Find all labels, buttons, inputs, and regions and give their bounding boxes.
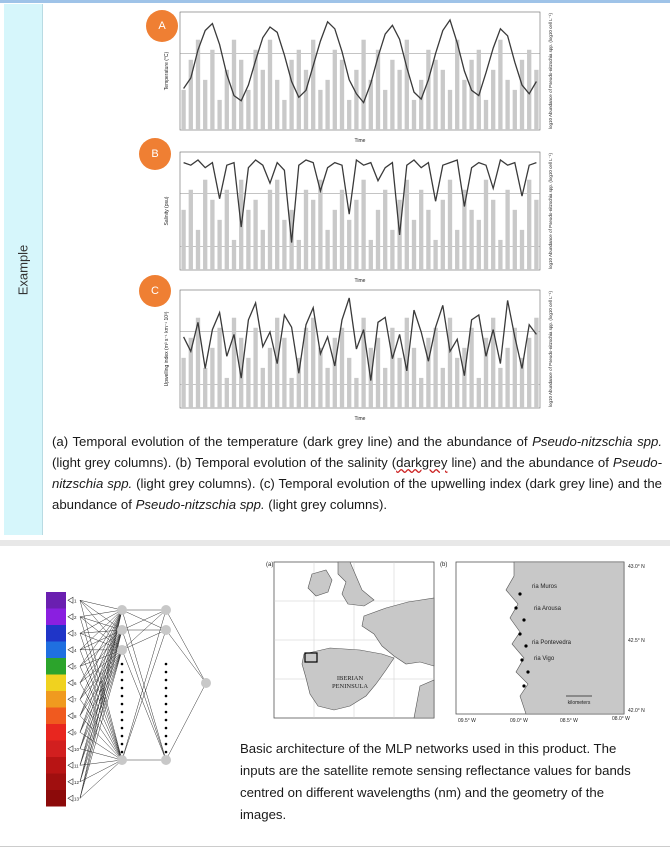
band-label: 1 xyxy=(74,598,77,603)
input-arrow-icon xyxy=(68,729,73,735)
abundance-bar xyxy=(268,40,272,130)
abundance-bar xyxy=(196,230,200,270)
abundance-bar xyxy=(297,50,301,130)
caption-part: line) and the abundance of xyxy=(447,455,612,470)
abundance-bar xyxy=(527,180,531,270)
abundance-bar xyxy=(369,240,373,270)
abundance-bar xyxy=(405,40,409,130)
ellipsis-dot xyxy=(165,735,168,738)
abundance-bar xyxy=(282,220,286,270)
abundance-bar xyxy=(419,378,423,408)
wavelength-band xyxy=(46,691,66,708)
abundance-bar xyxy=(340,190,344,270)
band-label: 10 xyxy=(74,747,80,752)
place-pontevedra: ria Pontevedra xyxy=(532,640,572,646)
abundance-bar xyxy=(448,180,452,270)
ellipsis-dot xyxy=(121,751,124,754)
maps-svg xyxy=(234,546,664,726)
abundance-bar xyxy=(484,180,488,270)
example-section xyxy=(4,4,666,535)
abundance-bar xyxy=(189,190,193,270)
input-arrow-icon xyxy=(68,746,73,752)
mlp-network-svg xyxy=(4,546,230,846)
abundance-bar xyxy=(520,60,524,130)
abundance-bar xyxy=(361,180,365,270)
y-axis-label-left: Temperature (°C) xyxy=(164,51,170,90)
ellipsis-dot xyxy=(165,727,168,730)
abundance-bar xyxy=(513,210,517,270)
abundance-bar xyxy=(311,40,315,130)
y-axis-label-right: log10 Abundance of Pseudo-nitzschia spp. (log10 cell L⁻¹) xyxy=(548,153,553,269)
ellipsis-dot xyxy=(121,735,124,738)
abundance-bar xyxy=(282,100,286,130)
ellipsis-dot xyxy=(165,687,168,690)
input-arrow-icon xyxy=(68,696,73,702)
abundance-bar xyxy=(405,180,409,270)
abundance-bar xyxy=(361,40,365,130)
band-label: 12 xyxy=(74,780,80,785)
time-series-figure xyxy=(48,4,666,426)
place-muros: ria Muros xyxy=(532,584,557,590)
abundance-bar xyxy=(397,70,401,130)
output-neuron xyxy=(201,678,211,688)
abundance-bar xyxy=(498,368,502,408)
hidden-neuron-2 xyxy=(161,755,171,765)
abundance-bar xyxy=(477,378,481,408)
abundance-bar xyxy=(441,200,445,270)
ellipsis-dot xyxy=(165,671,168,674)
band-label: 9 xyxy=(74,730,77,735)
ellipsis-dot xyxy=(165,719,168,722)
wavelength-band xyxy=(46,625,66,642)
ellipsis-dot xyxy=(121,695,124,698)
abundance-bar xyxy=(325,368,329,408)
peninsula-label-1: IBERIAN xyxy=(337,675,364,682)
lat-label-2: 42.5° N xyxy=(628,638,645,644)
abundance-bar xyxy=(311,200,315,270)
ellipsis-dot xyxy=(165,743,168,746)
bottom-border xyxy=(0,846,670,847)
panel-c xyxy=(164,290,553,422)
hidden-neuron-1 xyxy=(117,755,127,765)
map-a-label: (a) xyxy=(266,562,273,568)
abundance-bar xyxy=(390,328,394,408)
abundance-bar xyxy=(297,240,301,270)
abundance-bar xyxy=(239,60,243,130)
abundance-bar xyxy=(469,210,473,270)
abundance-bar xyxy=(318,348,322,408)
network-connections xyxy=(80,600,206,798)
lon-label-2: 09.0° W xyxy=(510,718,528,724)
abundance-bar xyxy=(441,70,445,130)
connection-line xyxy=(80,610,122,749)
ellipsis-dot xyxy=(165,703,168,706)
band-label: 7 xyxy=(74,697,77,702)
abundance-bar xyxy=(376,338,380,408)
band-label: 5 xyxy=(74,664,77,669)
wavelength-band xyxy=(46,724,66,741)
mlp-section xyxy=(4,546,666,846)
abundance-bar xyxy=(383,190,387,270)
x-axis-label: Time xyxy=(355,138,366,144)
abundance-bar xyxy=(261,368,265,408)
caption-part: (a) Temporal evolution of the temperature (dark grey line) and the abundance of xyxy=(52,434,532,449)
abundance-bar xyxy=(412,100,416,130)
abundance-bar xyxy=(268,348,272,408)
abundance-bar xyxy=(253,328,257,408)
ellipsis-dot xyxy=(121,703,124,706)
abundance-bar xyxy=(261,70,265,130)
input-arrow-icon xyxy=(68,779,73,785)
input-arrow-icon xyxy=(68,795,73,801)
abundance-bar xyxy=(433,240,437,270)
abundance-bar xyxy=(304,70,308,130)
peninsula-label-2: PENINSULA xyxy=(332,683,368,690)
abundance-bar xyxy=(498,240,502,270)
wavelength-band xyxy=(46,658,66,675)
abundance-bar xyxy=(513,90,517,130)
hidden-neuron-2 xyxy=(161,625,171,635)
abundance-bar xyxy=(304,328,308,408)
x-axis-label: Time xyxy=(355,416,366,422)
wavelength-band xyxy=(46,741,66,758)
abundance-bar xyxy=(203,80,207,130)
abundance-bar xyxy=(268,190,272,270)
abundance-bar xyxy=(376,210,380,270)
band-label: 2 xyxy=(74,615,77,620)
abundance-bar xyxy=(347,100,351,130)
place-arousa: ria Arousa xyxy=(534,606,562,612)
abundance-bar xyxy=(448,318,452,408)
abundance-bar xyxy=(527,50,531,130)
abundance-bar xyxy=(181,210,185,270)
species-name: Pseudo-nitzschia spp. xyxy=(136,497,265,512)
abundance-bar xyxy=(225,190,229,270)
abundance-bar xyxy=(477,220,481,270)
abundance-bar xyxy=(534,318,538,408)
abundance-bar xyxy=(210,200,214,270)
abundance-bar xyxy=(203,368,207,408)
place-vigo: ria Vigo xyxy=(534,656,555,662)
ellipsis-dot xyxy=(121,719,124,722)
hidden-neuron-1 xyxy=(117,605,127,615)
wavelength-band xyxy=(46,675,66,692)
abundance-bar xyxy=(505,80,509,130)
abundance-bar xyxy=(340,60,344,130)
connection-line xyxy=(80,760,122,798)
abundance-bar xyxy=(498,40,502,130)
abundance-bar xyxy=(469,328,473,408)
species-name: Pseudo-nitzschia spp. xyxy=(532,434,662,449)
abundance-bar xyxy=(462,348,466,408)
abundance-bar xyxy=(347,220,351,270)
band-label: 3 xyxy=(74,631,77,636)
abundance-bar xyxy=(203,180,207,270)
wavelength-band xyxy=(46,757,66,774)
abundance-bar xyxy=(412,348,416,408)
connection-line xyxy=(166,630,206,683)
ellipsis-dot xyxy=(121,743,124,746)
lon-label-1: 09.5° W xyxy=(458,718,476,724)
abundance-bar xyxy=(397,358,401,408)
abundance-bar xyxy=(340,328,344,408)
abundance-bar xyxy=(347,358,351,408)
time-series-panels xyxy=(48,4,666,426)
abundance-bar xyxy=(282,338,286,408)
input-arrow-icon xyxy=(68,597,73,603)
lon-label-3: 08.5° W xyxy=(560,718,578,724)
y-axis-label-left: Salinity (psu) xyxy=(164,196,170,225)
ellipsis-dot xyxy=(165,663,168,666)
abundance-bar xyxy=(275,180,279,270)
abundance-bar xyxy=(181,90,185,130)
abundance-bar xyxy=(217,100,221,130)
abundance-bar xyxy=(419,80,423,130)
abundance-bar xyxy=(246,90,250,130)
wavelength-band xyxy=(46,708,66,725)
ellipsis-dot xyxy=(165,679,168,682)
abundance-bar xyxy=(333,338,337,408)
ellipsis-dot xyxy=(121,679,124,682)
ellipsis-dot xyxy=(121,663,124,666)
abundance-bar xyxy=(455,358,459,408)
connection-line xyxy=(80,630,122,765)
abundance-bar xyxy=(433,328,437,408)
input-arrow-icon xyxy=(68,680,73,686)
connection-line xyxy=(80,650,122,782)
abundance-bar xyxy=(441,368,445,408)
connection-line xyxy=(80,699,122,760)
abundance-bar xyxy=(354,378,358,408)
input-arrow-icon xyxy=(68,630,73,636)
abundance-bar xyxy=(275,80,279,130)
hidden-neuron-1 xyxy=(117,625,127,635)
abundance-bar xyxy=(210,50,214,130)
abundance-bar xyxy=(261,230,265,270)
band-label: 11 xyxy=(74,763,79,768)
abundance-bar xyxy=(225,378,229,408)
abundance-bar xyxy=(383,90,387,130)
scale-label: kilometers xyxy=(568,700,591,706)
lon-label-4: 08.0° W xyxy=(612,716,630,722)
ellipsis-dot xyxy=(165,751,168,754)
abundance-bar xyxy=(253,200,257,270)
abundance-bar xyxy=(325,80,329,130)
band-label: 8 xyxy=(74,714,77,719)
badge-a: A xyxy=(146,10,178,42)
wavelength-band xyxy=(46,774,66,791)
connection-line xyxy=(80,600,122,610)
abundance-bar xyxy=(289,60,293,130)
connection-line xyxy=(166,683,206,760)
wavelength-band xyxy=(46,790,66,807)
ellipsis-dot xyxy=(121,671,124,674)
caption-part: (light grey columns). (c) Temporal evolution of the upwelling index (dark grey line) and the abundance of xyxy=(52,476,662,512)
abundance-bar xyxy=(426,338,430,408)
connection-line xyxy=(122,650,166,760)
hidden-neuron-1 xyxy=(117,645,127,655)
abundance-bar xyxy=(289,378,293,408)
abundance-bar xyxy=(469,60,473,130)
abundance-bar xyxy=(217,220,221,270)
misspelled-word: darkgrey xyxy=(396,455,447,470)
badge-c: C xyxy=(139,275,171,307)
badge-b: B xyxy=(139,138,171,170)
abundance-bar xyxy=(491,70,495,130)
band-label: 4 xyxy=(74,648,77,653)
abundance-bar xyxy=(426,50,430,130)
abundance-bar xyxy=(484,100,488,130)
abundance-bar xyxy=(318,180,322,270)
side-label-text: Example xyxy=(16,244,31,295)
abundance-bar xyxy=(412,220,416,270)
figure-caption xyxy=(52,431,662,515)
abundance-bar xyxy=(246,210,250,270)
ellipsis-dot xyxy=(121,727,124,730)
abundance-bar xyxy=(448,90,452,130)
panel-b xyxy=(164,152,553,284)
abundance-bar xyxy=(534,200,538,270)
abundance-bar xyxy=(311,318,315,408)
abundance-bar xyxy=(534,70,538,130)
abundance-bar xyxy=(246,358,250,408)
lat-label-3: 42.0° N xyxy=(628,708,645,714)
abundance-bar xyxy=(433,60,437,130)
side-label xyxy=(4,4,43,535)
abundance-bar xyxy=(325,230,329,270)
abundance-bar xyxy=(318,90,322,130)
y-axis-label-right: log10 Abundance of Pseudo-nitzschia spp. (log10 cell L⁻¹) xyxy=(548,13,553,129)
ellipsis-dot xyxy=(121,687,124,690)
caption-part: (light grey columns). (b) Temporal evolution of the salinity ( xyxy=(52,455,396,470)
map-b-label: (b) xyxy=(440,562,447,568)
panel-a xyxy=(164,12,553,144)
input-arrow-icon xyxy=(68,713,73,719)
abundance-bar xyxy=(390,230,394,270)
abundance-bar xyxy=(217,328,221,408)
top-border xyxy=(0,0,670,3)
connection-line xyxy=(166,610,206,683)
abundance-bar xyxy=(304,190,308,270)
abundance-bar xyxy=(210,348,214,408)
mlp-caption: Basic architecture of the MLP networks used in this product. The inputs are the satellite remote sensing reflectance values for bands centred on different wavelengths (nm) and the geometry of the images. xyxy=(240,738,650,826)
input-arrow-icon xyxy=(68,647,73,653)
mlp-diagram xyxy=(4,546,230,846)
input-arrow-icon xyxy=(68,614,73,620)
wavelength-band xyxy=(46,642,66,659)
abundance-bar xyxy=(426,210,430,270)
species-name: Pseudo-nitzschia spp. xyxy=(52,455,662,491)
wavelength-band xyxy=(46,592,66,609)
abundance-bar xyxy=(527,338,531,408)
band-label: 13 xyxy=(74,796,80,801)
abundance-bar xyxy=(520,230,524,270)
abundance-bar xyxy=(333,210,337,270)
abundance-bar xyxy=(181,358,185,408)
abundance-bar xyxy=(232,240,236,270)
y-axis-label-left: Upwelling index (m³ s⁻¹ km⁻¹ 10³) xyxy=(164,311,170,386)
y-axis-label-right: log10 Abundance of Pseudo-nitzschia spp. (log10 cell L⁻¹) xyxy=(548,291,553,407)
wavelength-band xyxy=(46,609,66,626)
abundance-bar xyxy=(505,190,509,270)
abundance-bar xyxy=(232,318,236,408)
hidden-neuron-2 xyxy=(161,605,171,615)
abundance-bar xyxy=(354,70,358,130)
study-area-maps xyxy=(234,546,664,726)
x-axis-label: Time xyxy=(355,278,366,284)
abundance-bar xyxy=(354,200,358,270)
ellipsis-dot xyxy=(121,711,124,714)
galicia-coast xyxy=(506,562,624,714)
abundance-bar xyxy=(232,40,236,130)
abundance-bar xyxy=(505,348,509,408)
input-arrow-icon xyxy=(68,762,73,768)
input-arrow-icon xyxy=(68,663,73,669)
abundance-bar xyxy=(390,60,394,130)
lat-label-1: 43.0° N xyxy=(628,564,645,570)
abundance-bar xyxy=(455,230,459,270)
abundance-bar xyxy=(462,80,466,130)
connection-line xyxy=(80,630,122,732)
band-label: 6 xyxy=(74,681,77,686)
ellipsis-dot xyxy=(165,695,168,698)
abundance-bar xyxy=(383,368,387,408)
abundance-bar xyxy=(455,40,459,130)
abundance-bar xyxy=(333,50,337,130)
ellipsis-dot xyxy=(165,711,168,714)
abundance-bar xyxy=(491,200,495,270)
caption-part: (light grey columns). xyxy=(265,497,387,512)
abundance-bar xyxy=(419,190,423,270)
